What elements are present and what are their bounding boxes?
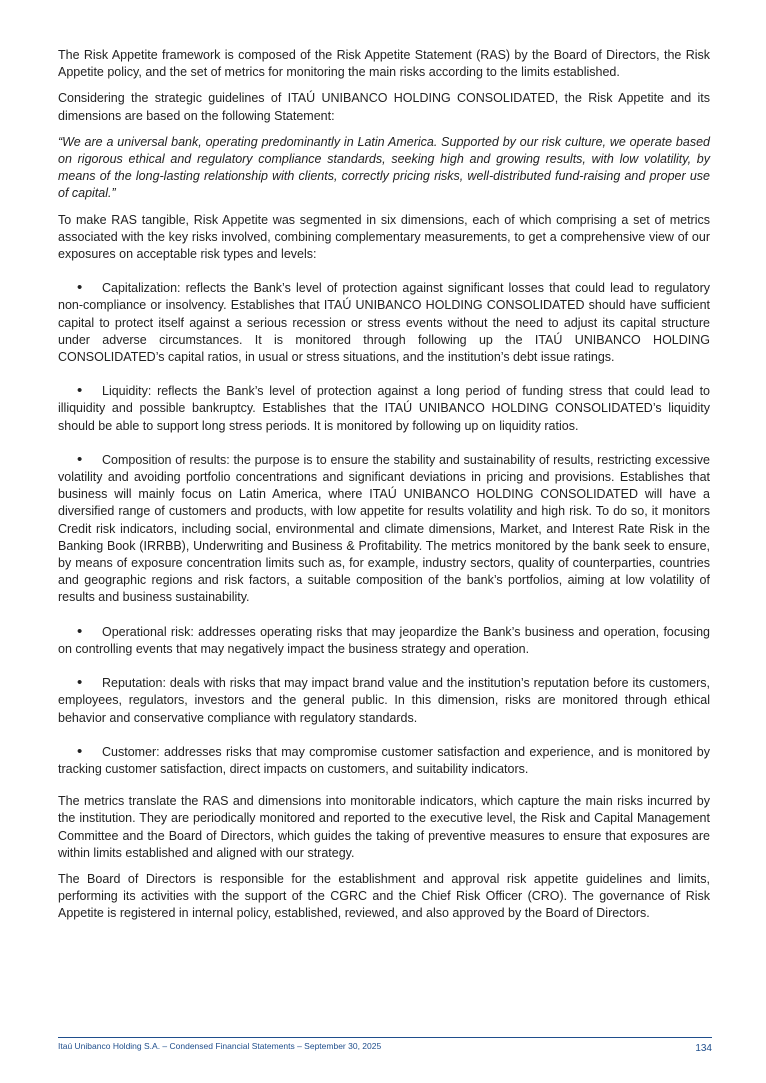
closing-paragraph-1: The metrics translate the RAS and dimensions into monitorable indicators, which capture the main risks incurred by the institution. They are periodically monitored and reported to the executive level, the Risk and Capital Management Committee and the Board of Directors, which guides the taking of preventive measures to ensure that exposures are within limits established and aligned with our strategy. (58, 794, 710, 860)
bullet-dot: • (77, 742, 83, 760)
page-footer (58, 1037, 712, 1054)
footer-document-title: Itaú Unibanco Holding S.A. – Condensed Financial Statements – September 30, 2025 (58, 1041, 382, 1051)
bullet-text: Customer: addresses risks that may compromise customer satisfaction and experience, and is monitored by tracking customer satisfaction, direct impacts on customers, and suitability indicators. (58, 744, 710, 776)
bullet-text: Reputation: deals with risks that may impact brand value and the institution’s reputation before its customers, employees, regulators, investors and the general public. In this dimension, risks are monitored through ethical behavior and conservative compliance with regulatory standards. (58, 676, 710, 725)
risk-appetite-statement-quote: “We are a universal bank, operating predominantly in Latin America. Supported by our risk culture, we operate based on rigorous ethical and regulatory compliance standards, seeking high and growing results, with low volatility, by means of the long-lasting relationship with clients, correctly pricing risks, well-distributed fund-raising and proper use of capital.” (58, 134, 710, 201)
bullet-text: Liquidity: reflects the Bank’s level of protection against a long period of funding stress that could lead to illiquidity and possible bankruptcy. Establishes that the ITAÚ UNIBANCO HOLDING CONSOLIDATED’s liquidity should be able to support long stress periods. It is monitored by following up on liquidity ratios. (58, 384, 710, 433)
page-number: 134 (695, 1043, 712, 1054)
bullet-dot: • (77, 450, 83, 468)
bullet-capitalization (58, 280, 710, 366)
bullet-text: Capitalization: reflects the Bank’s level of protection against significant losses that could lead to regulatory non-compliance or insolvency. Establishes that ITAÚ UNIBANCO HOLDING CONSOLIDATED should have sufficient capital to protect itself against a serious recession or stress events without the need to adjust its capital structure under adverse circumstances. It is monitored through following up the ITAÚ UNIBANCO HOLDING CONSOLIDATED’s capital ratios, in usual or stress situations, and the institution’s debt issue ratings. (58, 281, 710, 365)
bullet-customer (58, 744, 710, 778)
bullet-text: Operational risk: addresses operating risks that may jeopardize the Bank’s business and operation, focusing on controlling events that may negatively impact the business strategy and operation. (58, 624, 710, 656)
intro-paragraph-2: Considering the strategic guidelines of ITAÚ UNIBANCO HOLDING CONSOLIDATED, the Risk Appetite and its dimensions are based on the following Statement: (58, 91, 710, 123)
bullet-dot: • (77, 674, 83, 692)
intro-paragraph-3: To make RAS tangible, Risk Appetite was segmented in six dimensions, each of which comprising a set of metrics associated with the key risks involved, combining complementary measurements, to get a comprehensive view of our exposures on acceptable risk types and levels: (58, 212, 710, 262)
document-body (58, 47, 710, 932)
bullet-text: Composition of results: the purpose is to ensure the stability and sustainability of results, restricting excessive volatility and avoiding portfolio concentrations and significant deviations in pricing and provisions. Establishes that business will mainly focus on Latin America, where ITAÚ UNIBANCO HOLDING CONSOLIDATED will have a diversified range of customers and products, with low appetite for results volatility and high risk. To do so, it monitors Credit risk indicators, including social, environmental and climate dimensions, Market, and Interest Rate Risk in the Banking Book (IRRBB), Underwriting and Business & Profitability. The metrics monitored by the bank seek to ensure, by means of exposure concentration limits such as, for example, industry sectors, quality of counterparties, countries and geographic regions and risk factors, a suitable composition of the bank’s portfolios, aiming at low volatility of results and business sustainability. (58, 452, 710, 605)
bullet-dot: • (77, 279, 83, 297)
bullet-liquidity (58, 383, 710, 435)
bullet-dot: • (77, 622, 83, 640)
bullet-operational-risk (58, 624, 710, 658)
bullet-composition-of-results (58, 452, 710, 607)
bullet-reputation (58, 675, 710, 727)
bullet-dot: • (77, 382, 83, 400)
closing-paragraph-2: The Board of Directors is responsible for the establishment and approval risk appetite guidelines and limits, performing its activities with the support of the CGRC and the Chief Risk Officer (CRO). The governance of Risk Appetite is registered in internal policy, established, reviewed, and also approved by the Board of Directors. (58, 871, 710, 921)
intro-paragraph-1: The Risk Appetite framework is composed of the Risk Appetite Statement (RAS) by the Board of Directors, the Risk Appetite policy, and the set of metrics for monitoring the main risks according to the limits established. (58, 48, 710, 80)
